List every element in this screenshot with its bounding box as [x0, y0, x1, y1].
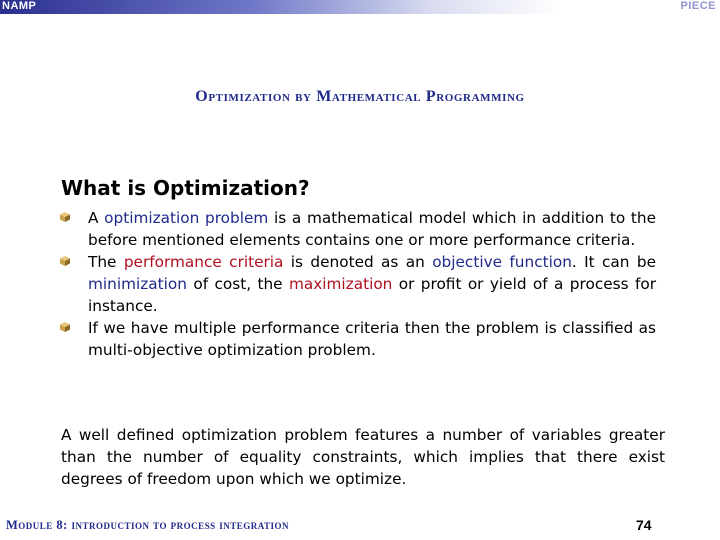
bullet-list: [60, 207, 656, 361]
bullet-1-text-b: is a mathematical model which in addition to the before mentioned elements contains one or more performance criteria.: [88, 209, 656, 249]
cube-bullet-icon: [60, 256, 70, 266]
term-performance-criteria: performance criteria: [123, 253, 284, 271]
term-objective-function: objective function: [432, 253, 572, 271]
section-heading: What is Optimization?: [61, 176, 310, 200]
term-maximization: maximization: [288, 275, 393, 293]
header-bar: [0, 0, 720, 14]
bullet-3-text: If we have multiple performance criteria then the problem is classified as multi-objective optimization problem.: [88, 319, 656, 359]
bullet-2-text-c: . It can be: [571, 253, 656, 271]
bullet-item-3: [60, 317, 656, 361]
bullet-2-text-d: of cost, the: [186, 275, 289, 293]
body-paragraph: A well defined optimization problem features a number of variables greater than the number of equality constraints, which implies that there exist degrees of freedom upon which we optimize.: [61, 426, 665, 488]
term-optimization-problem: optimization problem: [104, 209, 269, 227]
cube-bullet-icon: [60, 322, 70, 332]
bullet-2-text-e: or profit or yield of a process for instance.: [88, 275, 656, 315]
bullet-1-text-a: A: [88, 209, 105, 227]
slide-title: Optimization by Mathematical Programming: [195, 88, 525, 105]
footer-module-label: Module 8: introduction to process integration: [6, 518, 290, 532]
header-left-label: NAMP: [2, 0, 37, 12]
bullet-2-text-b: is denoted as an: [283, 253, 433, 271]
bullet-item-2: [60, 251, 656, 317]
cube-bullet-icon: [60, 212, 70, 222]
bullet-2-text-a: The: [88, 253, 124, 271]
page-number: 74: [636, 517, 652, 533]
term-minimization: minimization: [88, 275, 187, 293]
header-right-label: PIECE: [680, 0, 716, 12]
bullet-item-1: [60, 207, 656, 251]
